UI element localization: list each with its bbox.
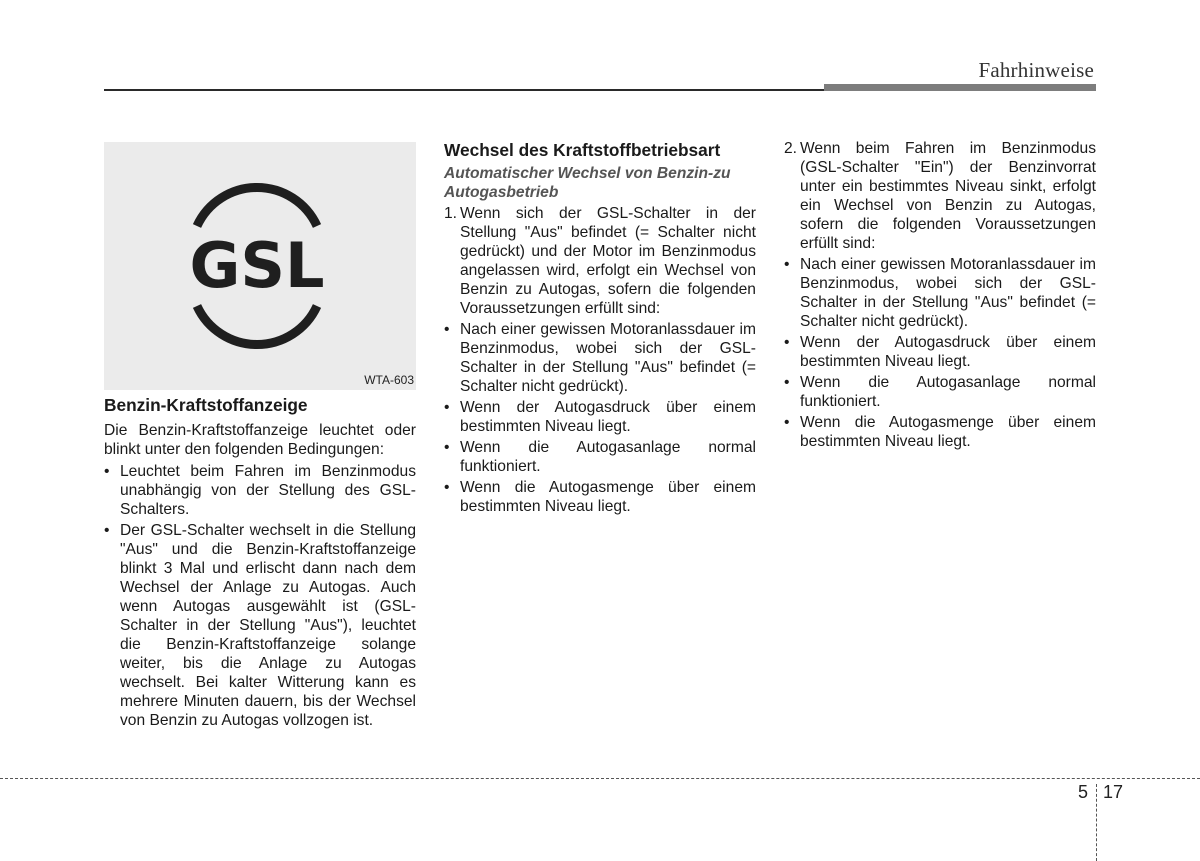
list-item bbox=[444, 398, 756, 436]
bullet-marker: • bbox=[104, 463, 110, 480]
page-number: 17 bbox=[1103, 782, 1124, 802]
list-item bbox=[104, 462, 416, 519]
list-item bbox=[104, 521, 416, 730]
list-item-text: Der GSL-Schalter wechselt in die Stellung "Aus" und die Benzin-Kraftstoffanzeige blinkt 3 Mal und erlischt dann nach dem Wechsel der Anlage zu Autogas. Auch wenn Autogas ausgewählt ist (GSL-Schalter in der Stellung "Aus"), leuchtet die Benzin-Kraftstoffanzeige solange weiter, bis die Anlage zu Autogas wechselt. Bei kalter Witterung kann es mehrere Minuten dauern, bis der Wechsel von Benzin zu Autogas vollzogen ist. bbox=[120, 522, 416, 729]
heading-wechsel: Wechsel des Kraftstoffbetriebsart bbox=[444, 140, 721, 160]
chapter-number: 5 bbox=[1078, 782, 1089, 802]
number-marker: 1. bbox=[444, 205, 458, 222]
list-item bbox=[784, 413, 1096, 451]
list-item-text: Leuchtet beim Fahren im Benzinmodus unabhängig von der Stellung des GSL-Schalters. bbox=[120, 463, 416, 518]
footer-vertical-rule bbox=[1096, 784, 1097, 861]
gsl-indicator-figure bbox=[104, 142, 416, 390]
bullet-marker: • bbox=[784, 374, 790, 391]
bullet-marker: • bbox=[784, 414, 790, 431]
bullet-marker: • bbox=[784, 256, 790, 273]
list-item-text: Wenn die Autogasanlage normal funktioniert. bbox=[460, 439, 756, 475]
bullet-marker: • bbox=[444, 399, 450, 416]
bullet-marker: • bbox=[444, 479, 450, 496]
list-item-text: Wenn der Autogasdruck über einem bestimmten Niveau liegt. bbox=[800, 334, 1096, 370]
subheading-automatischer-wechsel: Automatischer Wechsel von Benzin-zu Autogasbetrieb bbox=[444, 165, 731, 201]
list-item-text: Nach einer gewissen Motoranlassdauer im Benzinmodus, wobei sich der GSL-Schalter in der Stellung "Aus" befindet (= Schalter nicht gedrückt). bbox=[460, 321, 756, 395]
list-item-text: Wenn die Autogasmenge über einem bestimmten Niveau liegt. bbox=[460, 479, 756, 515]
list-item-text: Wenn der Autogasdruck über einem bestimmten Niveau liegt. bbox=[460, 399, 756, 435]
list-item bbox=[784, 373, 1096, 411]
heading-benzin-kraftstoffanzeige: Benzin-Kraftstoffanzeige bbox=[104, 395, 308, 415]
list-item bbox=[784, 255, 1096, 331]
header-rule-accent bbox=[824, 84, 1096, 91]
list-item-text: Wenn die Autogasanlage normal funktioniert. bbox=[800, 374, 1096, 410]
numbered-item-1 bbox=[444, 204, 756, 318]
list-item-text: Wenn die Autogasmenge über einem bestimmten Niveau liegt. bbox=[800, 414, 1096, 450]
gsl-indicator-icon bbox=[104, 142, 416, 390]
list-item bbox=[444, 438, 756, 476]
number-marker: 2. bbox=[784, 140, 798, 157]
gsl-symbol-text: GSL bbox=[189, 229, 325, 302]
column-3 bbox=[784, 139, 1096, 453]
figure-code: WTA-603 bbox=[364, 373, 414, 387]
list-item bbox=[784, 333, 1096, 371]
bullet-marker: • bbox=[444, 321, 450, 338]
list-item-text: Nach einer gewissen Motoranlassdauer im Benzinmodus, wobei sich der GSL-Schalter in der Stellung "Aus" befindet (= Schalter nicht gedrückt). bbox=[800, 256, 1096, 330]
bullet-marker: • bbox=[444, 439, 450, 456]
list-item bbox=[444, 320, 756, 396]
numbered-item-text: Wenn sich der GSL-Schalter in der Stellung "Aus" befindet (= Schalter nicht gedrückt) und der Motor im Benzinmodus angelassen wird, erfolgt ein Wechsel von Benzin zu Autogas, sofern die folgenden Voraussetzungen erfüllt sind: bbox=[460, 205, 756, 317]
list-item bbox=[444, 478, 756, 516]
column-1 bbox=[104, 395, 416, 732]
numbered-item-text: Wenn beim Fahren im Benzinmodus (GSL-Schalter "Ein") der Benzinvorrat unter ein bestimmtes Niveau sinkt, erfolgt ein Wechsel von Benzin zu Autogas, sofern die folgenden Voraussetzungen erfüllt sind: bbox=[800, 140, 1096, 252]
section-title: Fahrhinweise bbox=[978, 58, 1094, 82]
footer-dashed-rule bbox=[0, 778, 1200, 779]
bullet-marker: • bbox=[104, 522, 110, 539]
column-2 bbox=[444, 140, 756, 518]
intro-paragraph: Die Benzin-Kraftstoffanzeige leuchtet oder blinkt unter den folgenden Bedingungen: bbox=[104, 422, 416, 458]
numbered-item-2 bbox=[784, 139, 1096, 253]
bullet-marker: • bbox=[784, 334, 790, 351]
